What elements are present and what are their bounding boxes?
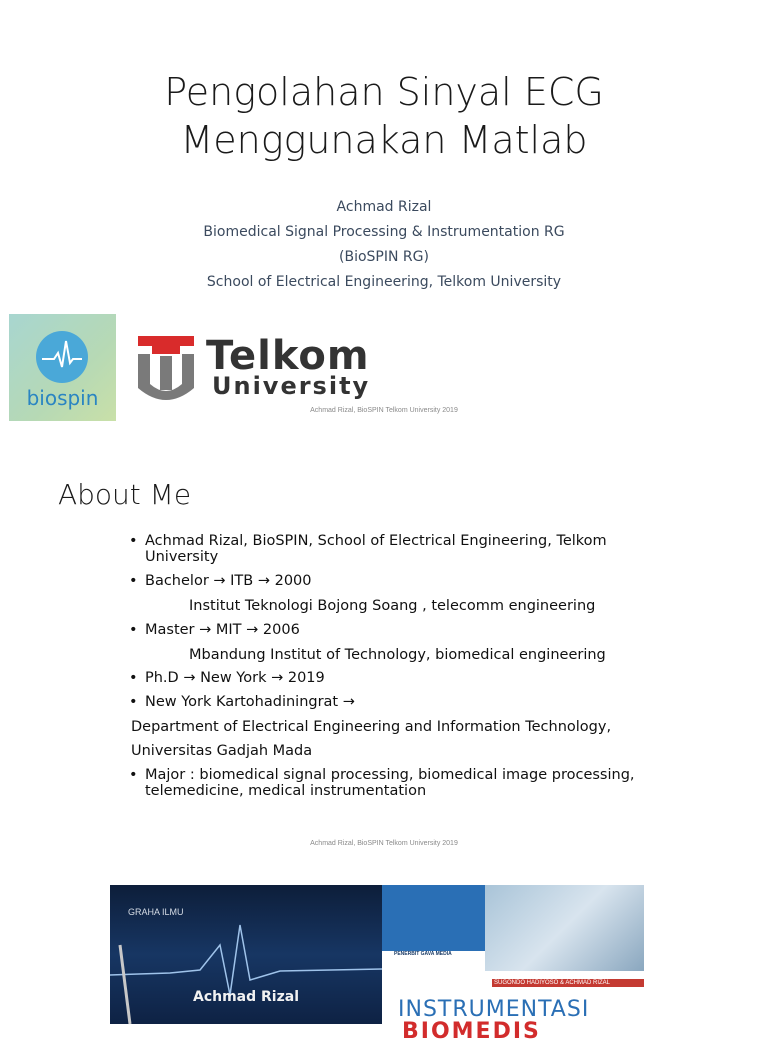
list-item: • Ph.D → New York → 2019 (145, 670, 325, 686)
list-item-text: • Major : biomedical signal processing, biomedical image processing, (145, 767, 635, 783)
book-title-2: BIOMEDIS (402, 1019, 541, 1044)
book-cover-instrumentasi (110, 885, 382, 1024)
university-logo-word: University (212, 372, 371, 400)
book-authors: SUGONDO HADIYOSO & ACHMAD RIZAL (492, 979, 644, 987)
list-item (145, 533, 607, 565)
slide-subtitle (0, 195, 768, 295)
list-item: • Master → MIT → 2006 (145, 622, 300, 638)
book-author: Achmad Rizal (192, 989, 299, 1005)
research-group: Biomedical Signal Processing & Instrumentation RG (203, 224, 565, 240)
cover-band (382, 885, 485, 951)
list-item: • Bachelor → ITB → 2000 (145, 573, 312, 589)
biospin-logo-text: biospin (26, 386, 99, 410)
slide-footer: Achmad Rizal, BioSPIN Telkom University 2019 (310, 407, 458, 414)
list-item-text-cont: telemedicine, medical instrumentation (145, 783, 427, 799)
research-group-short: (BioSPIN RG) (339, 249, 429, 265)
telkom-emblem-icon (136, 334, 196, 402)
slide-footer: Achmad Rizal, BioSPIN Telkom University 2019 (310, 840, 458, 847)
list-item: • New York Kartohadiningrat → (145, 694, 355, 710)
slide-title (0, 68, 768, 164)
list-item: Department of Electrical Engineering and Information Technology, (131, 719, 612, 735)
book-publisher: GRAHA ILMU (128, 907, 184, 917)
book-title: INSTRUMENTASI (398, 997, 590, 1022)
title-slide (0, 0, 768, 432)
about-slide (0, 440, 768, 860)
book-publisher: PENERBIT GAVA MEDIA (394, 951, 452, 957)
telkom-logo-word: Telkom (206, 333, 370, 379)
about-title: About Me (58, 478, 192, 511)
books-slide (0, 868, 768, 1044)
telkom-university-logo (136, 334, 376, 402)
list-item: Institut Teknologi Bojong Soang , telecomm engineering (189, 598, 596, 614)
author-name: Achmad Rizal (336, 199, 432, 215)
stethoscope-photo (485, 885, 644, 971)
list-item: Mbandung Institut of Technology, biomedical engineering (189, 647, 606, 663)
book-cover-instrumentasi-biomedis (382, 885, 644, 1044)
list-item-text: • Achmad Rizal, BioSPIN, School of Electrical Engineering, Telkom (145, 533, 607, 549)
school-name: School of Electrical Engineering, Telkom University (206, 274, 562, 290)
biospin-logo (9, 314, 116, 421)
list-item (145, 767, 635, 799)
list-item-text-cont: University (145, 549, 219, 565)
title-line-1: Pengolahan Sinyal ECG (164, 70, 604, 114)
list-item: Universitas Gadjah Mada (131, 743, 313, 759)
heartbeat-icon (36, 331, 88, 383)
title-line-2: Menggunakan Matlab (180, 118, 588, 162)
